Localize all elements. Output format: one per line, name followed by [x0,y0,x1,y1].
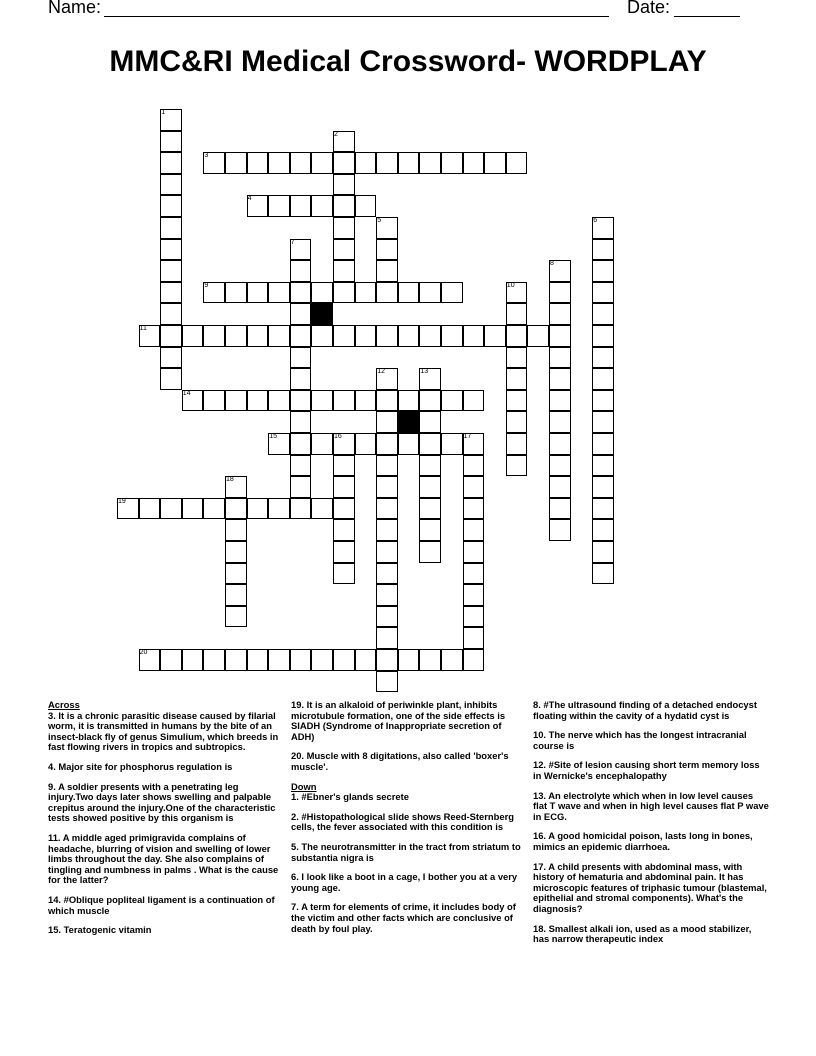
grid-cell[interactable] [463,519,485,541]
grid-cell[interactable] [419,390,441,412]
grid-cell[interactable] [592,368,614,390]
grid-cell[interactable] [247,390,269,412]
grid-cell[interactable] [549,347,571,369]
grid-cell[interactable] [333,325,355,347]
clue-across-19: 19. It is an alkaloid of periwinkle plant, inhibits microtubule formation, one of the side effects is SIADH (Syndrome of Inappropriate secretion of ADH) [291,699,506,742]
clue-number-4 [247,195,269,217]
grid-cell[interactable] [182,498,204,520]
grid-cell[interactable] [463,152,485,174]
grid-cell[interactable] [160,174,182,196]
clue-number-8 [549,260,571,282]
grid-cell[interactable] [419,649,441,671]
grid-cell[interactable] [484,152,506,174]
grid-cell[interactable] [290,390,312,412]
grid-cell[interactable] [506,368,528,390]
clue-down-16: 16. A good homicidal poison, lasts long in bones, mimics an epidemic diarrhoea. [533,830,753,852]
grid-cell[interactable] [484,325,506,347]
grid-cell[interactable] [333,282,355,304]
grid-cell[interactable] [311,282,333,304]
grid-cell[interactable] [203,649,225,671]
clue-number-16 [333,433,355,455]
grid-cell[interactable] [419,498,441,520]
grid-cell[interactable] [333,174,355,196]
grid-cell[interactable] [398,390,420,412]
grid-cell[interactable] [463,649,485,671]
grid-cell[interactable] [463,390,485,412]
grid-cell[interactable] [398,649,420,671]
grid-cell[interactable] [376,498,398,520]
grid-cell[interactable] [376,476,398,498]
grid-cell[interactable] [311,195,333,217]
clue-number-3 [203,152,225,174]
grid-cell[interactable] [203,325,225,347]
grid-cell[interactable] [290,195,312,217]
grid-cell[interactable] [592,563,614,585]
cell-number: 2 [334,130,338,138]
clue-down-6: 6. I look like a boot in a cage, I bother you at a very young age. [291,871,518,893]
grid-cell[interactable] [268,282,290,304]
grid-cell[interactable] [592,390,614,412]
grid-cell[interactable] [506,303,528,325]
grid-cell[interactable] [333,390,355,412]
grid-cell[interactable] [160,368,182,390]
clue-down-7: 7. A term for elements of crime, it includes body of the victim and other facts which are conclusive of death by foul play. [291,901,516,934]
grid-cell[interactable] [160,347,182,369]
cell-number: 1 [161,109,166,116]
grid-cell[interactable] [247,649,269,671]
grid-cell[interactable] [463,455,485,477]
grid-cell[interactable] [376,411,398,433]
grid-cell[interactable] [268,152,290,174]
cell-number: 7 [290,238,295,246]
grid-cell[interactable] [419,476,441,498]
clue-down-10: 10. The nerve which has the longest intracranial course is [533,729,747,751]
grid-cell[interactable] [592,325,614,347]
grid-cell[interactable] [419,519,441,541]
grid-cell[interactable] [592,476,614,498]
grid-cell[interactable] [333,152,355,174]
grid-cell[interactable] [333,239,355,261]
cell-number: 10 [506,281,515,289]
grid-cell[interactable] [268,390,290,412]
grid-cell[interactable] [376,260,398,282]
grid-cell[interactable] [160,282,182,304]
grid-cell[interactable] [549,282,571,304]
clue-down-17: 17. A child presents with abdominal mass, with history of hematuria and abdominal pain. It has microscopic features of triphasic tumour (blastemal, epithelial and stromal components). What's the diagnosis? [533,860,767,914]
clue-across-20: 20. Muscle with 8 digitations, also called 'boxer's muscle'. [291,750,509,772]
grid-cell[interactable] [592,347,614,369]
grid-cell[interactable] [225,152,247,174]
grid-cell[interactable] [268,195,290,217]
clue-across-4: 4. Major site for phosphorus regulation is [48,760,233,772]
grid-cell[interactable] [592,303,614,325]
grid-cell[interactable] [506,347,528,369]
clue-across-15: 15. Teratogenic vitamin [48,924,152,936]
grid-cell[interactable] [592,433,614,455]
grid-cell[interactable] [333,519,355,541]
grid-cell[interactable] [160,152,182,174]
grid-cell[interactable] [160,131,182,153]
grid-cell[interactable] [506,411,528,433]
grid-cell[interactable] [247,152,269,174]
grid-cell[interactable] [290,411,312,433]
grid-cell[interactable] [160,498,182,520]
grid-cell[interactable] [376,541,398,563]
grid-cell[interactable] [376,239,398,261]
grid-cell[interactable] [506,325,528,347]
clue-number-1 [160,109,182,131]
grid-cell[interactable] [376,433,398,455]
clue-number-12 [376,368,398,390]
name-label: Name: [48,0,102,17]
grid-cell[interactable] [290,303,312,325]
grid-cell[interactable] [290,325,312,347]
grid-cell[interactable] [268,325,290,347]
grid-cell[interactable] [549,368,571,390]
grid-cell[interactable] [419,455,441,477]
cell-number: 12 [377,368,385,376]
grid-cell[interactable] [549,411,571,433]
clue-number-20 [139,649,161,671]
grid-cell[interactable] [398,282,420,304]
grid-cell[interactable] [333,455,355,477]
grid-cell[interactable] [225,282,247,304]
clue-number-19 [117,498,139,520]
grid-cell[interactable] [506,152,528,174]
grid-cell[interactable] [355,325,377,347]
black-square [311,303,333,325]
grid-cell[interactable] [441,649,463,671]
clue-number-14 [182,390,204,412]
page-title: MMC&RI Medical Crossword- WORDPLAY [109,45,707,78]
grid-cell[interactable] [463,325,485,347]
grid-cell[interactable] [290,476,312,498]
grid-cell[interactable] [376,455,398,477]
grid-cell[interactable] [333,541,355,563]
cell-number: 6 [593,217,598,224]
cell-number: 4 [247,195,252,203]
grid-cell[interactable] [311,649,333,671]
grid-cell[interactable] [225,584,247,606]
grid-cell[interactable] [225,649,247,671]
across-heading: Across [48,699,80,710]
grid-cell[interactable] [225,325,247,347]
grid-cell[interactable] [419,325,441,347]
clue-number-13 [419,368,441,390]
clue-number-7 [290,239,312,261]
grid-cell[interactable] [441,152,463,174]
clue-down-5: 5. The neurotransmitter in the tract from striatum to substantia nigra is [291,840,521,863]
grid-cell[interactable] [419,282,441,304]
grid-cell[interactable] [311,498,333,520]
grid-cell[interactable] [355,195,377,217]
grid-cell[interactable] [225,563,247,585]
grid-cell[interactable] [506,433,528,455]
clue-down-13: 13. An electrolyte which when in low level causes flat T wave and when in high level causes flat P wave in ECG. [533,789,769,822]
grid-cell[interactable] [376,584,398,606]
grid-cell[interactable] [290,260,312,282]
clue-number-17 [463,433,485,455]
cell-number: 3 [204,152,209,160]
grid-cell[interactable] [463,498,485,520]
grid-cell[interactable] [333,195,355,217]
grid-cell[interactable] [290,433,312,455]
grid-cell[interactable] [441,433,463,455]
cell-number: 17 [463,433,472,440]
grid-cell[interactable] [592,282,614,304]
clue-down-2: 2. #Histopathological slide shows Reed-Sternberg cells, the fever associated with this condition is [291,810,514,833]
grid-cell[interactable] [592,239,614,261]
grid-cell[interactable] [160,217,182,239]
grid-cell[interactable] [290,368,312,390]
clue-number-5 [376,217,398,239]
grid-cell[interactable] [398,325,420,347]
black-square [398,411,420,433]
clue-down-18: 18. Smallest alkali ion, used as a mood stabilizer, has narrow therapeutic index [533,922,752,945]
grid-cell[interactable] [506,390,528,412]
clue-across-9: 9. A soldier presents with a penetrating leg injury.Two days later shows swelling and palpable crepitus around the injury.One of the characteristic tests showed positive by this organism is [48,780,276,824]
cell-number: 19 [118,497,126,505]
clue-across-11: 11. A middle aged primigravida complains of headache, blurring of vision and swelling of lower limbs throughout the day. She also complains of tingling and numbness in palms . What is the cause for the latter? [48,831,279,886]
grid-cell[interactable] [333,498,355,520]
grid-cell[interactable] [549,303,571,325]
clue-number-18 [225,476,247,498]
grid-cell[interactable] [333,649,355,671]
clue-number-9 [203,282,225,304]
cell-number: 5 [377,217,382,224]
grid-cell[interactable] [355,649,377,671]
clue-number-11 [139,325,161,347]
grid-cell[interactable] [311,152,333,174]
grid-cell[interactable] [463,476,485,498]
grid-cell[interactable] [592,498,614,520]
grid-cell[interactable] [247,325,269,347]
grid-cell[interactable] [225,498,247,520]
grid-cell[interactable] [225,519,247,541]
grid-cell[interactable] [419,411,441,433]
grid-cell[interactable] [160,325,182,347]
clue-down-8: 8. #The ultrasound finding of a detached endocyst floating within the cavity of a hydatid cyst is [533,699,757,721]
grid-cell[interactable] [160,260,182,282]
grid-cell[interactable] [592,260,614,282]
grid-cell[interactable] [441,282,463,304]
clue-number-15 [268,433,290,455]
grid-cell[interactable] [376,649,398,671]
grid-cell[interactable] [549,455,571,477]
grid-cell[interactable] [376,606,398,628]
grid-cell[interactable] [311,433,333,455]
grid-cell[interactable] [506,455,528,477]
grid-cell[interactable] [290,152,312,174]
clue-number-10 [506,282,528,304]
grid-cell[interactable] [376,671,398,693]
grid-cell[interactable] [160,239,182,261]
grid-cell[interactable] [333,563,355,585]
grid-cell[interactable] [355,152,377,174]
grid-cell[interactable] [182,325,204,347]
grid-cell[interactable] [311,325,333,347]
clue-column-1 [48,700,284,945]
date-label: Date: [627,0,671,17]
grid-cell[interactable] [225,390,247,412]
grid-cell[interactable] [419,152,441,174]
grid-cell[interactable] [355,390,377,412]
clue-down-12: 12. #Site of lesion causing short term memory loss in Wernicke's encephalopathy [533,759,760,781]
grid-cell[interactable] [376,325,398,347]
cell-number: 14 [182,389,191,397]
grid-cell[interactable] [160,649,182,671]
clue-column-2 [291,700,524,943]
grid-cell[interactable] [247,282,269,304]
cell-number: 13 [420,368,429,376]
grid-cell[interactable] [549,433,571,455]
grid-cell[interactable] [333,260,355,282]
grid-cell[interactable] [268,498,290,520]
grid-cell[interactable] [376,519,398,541]
cell-number: 18 [226,476,234,484]
grid-cell[interactable] [398,433,420,455]
grid-cell[interactable] [441,390,463,412]
grid-cell[interactable] [290,455,312,477]
grid-cell[interactable] [268,649,290,671]
grid-cell[interactable] [225,541,247,563]
grid-cell[interactable] [376,282,398,304]
grid-cell[interactable] [225,606,247,628]
grid-cell[interactable] [463,563,485,585]
clue-column-3 [533,700,769,954]
grid-cell[interactable] [203,390,225,412]
cell-number: 20 [139,649,148,656]
grid-cell[interactable] [203,498,225,520]
grid-cell[interactable] [463,584,485,606]
clue-down-1: 1. #Ebner's glands secrete [291,791,409,803]
grid-cell[interactable] [290,649,312,671]
grid-cell[interactable] [549,519,571,541]
grid-cell[interactable] [398,152,420,174]
grid-cell[interactable] [247,498,269,520]
grid-cell[interactable] [290,347,312,369]
grid-cell[interactable] [592,411,614,433]
cell-number: 16 [334,433,342,440]
clue-number-6 [592,217,614,239]
grid-cell[interactable] [419,541,441,563]
cell-number: 15 [269,433,277,440]
grid-cell[interactable] [376,152,398,174]
grid-cell[interactable] [376,390,398,412]
grid-cell[interactable] [160,195,182,217]
grid-cell[interactable] [527,325,549,347]
grid-cell[interactable] [549,325,571,347]
grid-cell[interactable] [592,519,614,541]
grid-cell[interactable] [333,476,355,498]
cell-number: 11 [139,325,147,332]
grid-cell[interactable] [441,325,463,347]
grid-cell[interactable] [355,282,377,304]
grid-cell[interactable] [376,563,398,585]
grid-cell[interactable] [376,627,398,649]
grid-cell[interactable] [355,433,377,455]
grid-cell[interactable] [592,455,614,477]
grid-cell[interactable] [592,541,614,563]
grid-cell[interactable] [419,433,441,455]
grid-cell[interactable] [463,627,485,649]
cell-number: 8 [550,260,554,268]
grid-cell[interactable] [290,498,312,520]
grid-cell[interactable] [463,541,485,563]
grid-cell[interactable] [549,476,571,498]
grid-cell[interactable] [463,606,485,628]
cell-number: 9 [204,281,209,289]
down-heading: Down [291,780,317,792]
grid-cell[interactable] [160,303,182,325]
grid-cell[interactable] [139,498,161,520]
grid-cell[interactable] [182,649,204,671]
grid-cell[interactable] [549,498,571,520]
clue-across-14: 14. #Oblique popliteal ligament is a continuation of which muscle [48,893,275,916]
clue-across-3: 3. It is a chronic parasitic disease caused by filarial worm, it is transmitted in humans by the bite of an insect-black fly of genus Simulium, which breeds in fast flowing rivers in tropics and subtropics. [48,709,279,753]
grid-cell[interactable] [549,390,571,412]
grid-cell[interactable] [311,390,333,412]
grid-cell[interactable] [333,217,355,239]
clue-number-2 [333,131,355,153]
grid-cell[interactable] [290,282,312,304]
